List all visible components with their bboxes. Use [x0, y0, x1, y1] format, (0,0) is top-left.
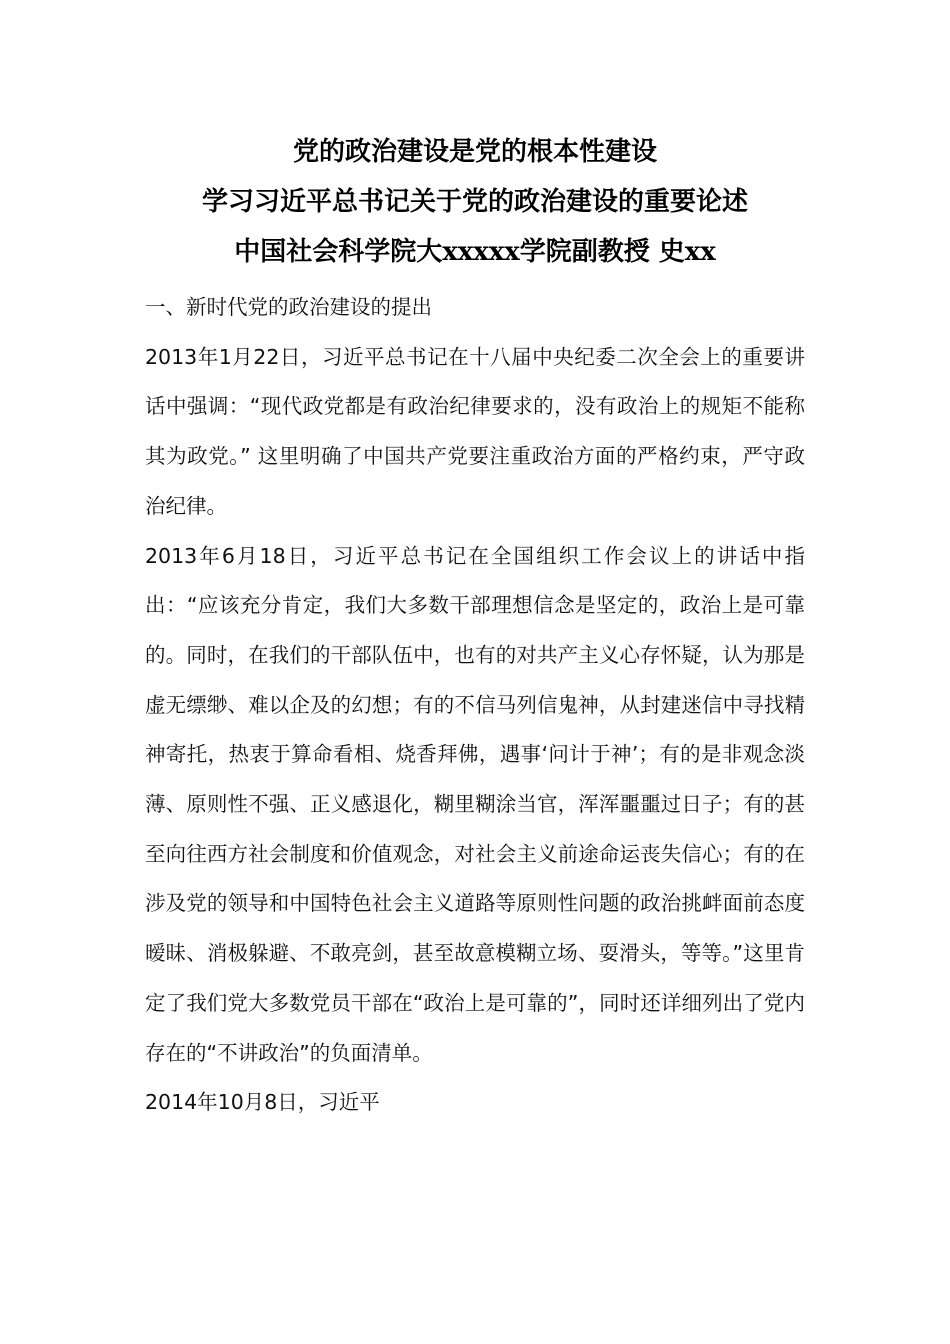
document-title: 党的政治建设是党的根本性建设 [292, 137, 657, 167]
paragraph-1: 2013年1月22日，习近平总书记在十八届中央纪委二次全会上的重要讲话中强调：“现代政党都是有政治纪律要求的，没有政治上的规矩不能称其为政党。” 这里明确了中国共产党要注重政治方面的严格约束，严守政治纪律。 [145, 344, 805, 518]
author-line: 中国社会科学院大xxxxx学院副教授 史xx [234, 237, 716, 267]
document-subtitle: 学习习近平总书记关于党的政治建设的重要论述 [201, 187, 748, 217]
title-block [0, 130, 950, 274]
document-body [145, 283, 805, 1128]
paragraph-3: 2014年10月8日，习近平 [145, 1090, 380, 1115]
section-heading: 一、新时代党的政治建设的提出 [145, 295, 432, 319]
paragraph-2: 2013年6月18日，习近平总书记在全国组织工作会议上的讲话中指出：“应该充分肯定，我们大多数干部理想信念是坚定的，政治上是可靠的。同时，在我们的干部队伍中，也有的对共产主义心存怀疑，认为那是虚无缥缈、难以企及的幻想；有的不信马列信鬼神，从封建迷信中寻找精神寄托，热衷于算命看相、烧香拜佛，遇事‘问计于神’；有的是非观念淡薄、原则性不强、正义感退化，糊里糊涂当官，浑浑噩噩过日子；有的甚至向往西方社会制度和价值观念，对社会主义前途命运丧失信心；有的在涉及党的领导和中国特色社会主义道路等原则性问题的政治挑衅面前态度暧昧、消极躲避、不敢亮剑，甚至故意模糊立场、耍滑头，等等。”这里肯定了我们党大多数党员干部在“政治上是可靠的”，同时还详细列出了党内存在的“不讲政治”的负面清单。 [145, 543, 805, 1065]
